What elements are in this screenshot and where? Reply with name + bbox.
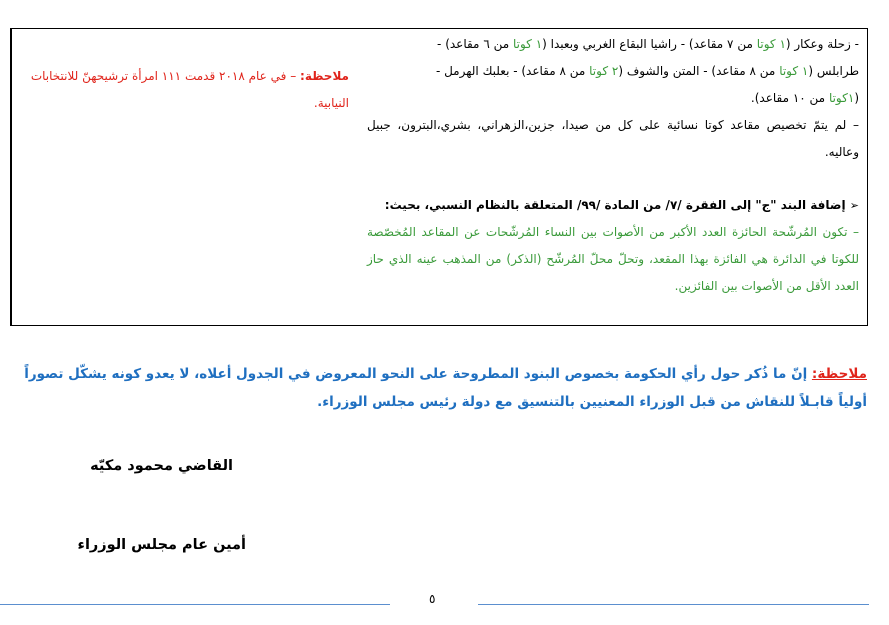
no-quota-districts: – لم يتمّ تخصيص مقاعد كوتا نسائية على كل من صيدا، جزين،الزهراني، بشري،البترون، جبيل وعاليه. [367, 118, 859, 159]
remark-label: ملاحظة: [811, 366, 867, 382]
spacer [367, 166, 859, 192]
remark-text: إنّ ما ذُكر حول رأي الحكومة بخصوص البنود المطروحة على النحو المعروض في الجدول أعلاه، لا يعدو كونه يشكّل تصوراً أولياً قابـلاً للنقاش من قبل الوزراء المعنيين بالتنسيق مع دولة رئيس مجلس الوزراء. [24, 366, 867, 410]
table-content-cell [359, 29, 867, 325]
note-label: ملاحظة: [300, 69, 349, 83]
amendment-text: – تكون المُرشّحة الحائزة العدد الأكبر من الأصوات بين النساء المُرشّحات عن المقاعد المُخصّصة للكوتا في الدائرة هي الفائزة بهذا المقعد، وتحلّ محلّ المُرشّح (الذكر) من المذهب عينه الذي حاز العدد الأقل من الأصوات بين الفائزين. [367, 225, 859, 293]
signer-title: أمين عام مجلس الوزراء [77, 537, 246, 553]
quota-line-1: - زحلة وعكار (١ كوتا من ٧ مقاعد) - راشيا البقاع الغربي وبعبدا (١ كوتا من ٦ مقاعد) - [437, 37, 859, 51]
remark-paragraph [17, 360, 867, 416]
footer-line-right [478, 604, 869, 605]
signer-name: القاضي محمود مكيّه [90, 458, 233, 474]
quota-line-3: (١كوتا من ١٠ مقاعد). [750, 91, 859, 105]
note-text: – في عام ٢٠١٨ قدمت ١١١ امرأة ترشيحهنّ للانتخابات النيابية. [30, 69, 349, 110]
table-note-cell [11, 29, 359, 325]
footer-line-left [0, 604, 390, 605]
arrow-bullet-icon: ➢ [849, 199, 859, 212]
proposal-table [10, 28, 868, 326]
quota-line-2: طرابلس (١ كوتا من ٨ مقاعد) - المتن والشوف (٢ كوتا من ٨ مقاعد) - بعلبك الهرمل - [435, 64, 859, 78]
page-number: ٥ [429, 592, 436, 606]
amendment-heading: ➢ إضافة البند "ج" إلى الفقرة /٧/ من المادة /٩٩/ المتعلقة بالنظام النسبي، بحيث: [384, 198, 859, 212]
